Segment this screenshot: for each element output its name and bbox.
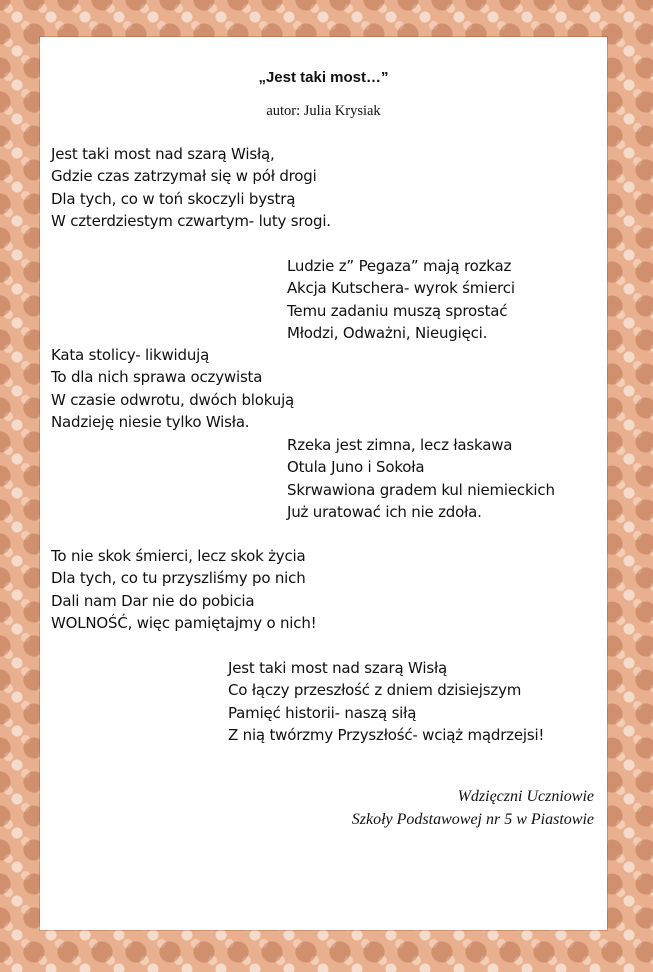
- poem-title: „Jest taki most…”: [258, 69, 389, 86]
- stanza-6: [228, 657, 544, 747]
- signature-line-2: Szkoły Podstawowej nr 5 w Piastowie: [351, 811, 594, 828]
- poem-line: Pamięć historii- naszą siłą: [228, 703, 417, 722]
- poem-line: To dla nich sprawa oczywista: [51, 368, 263, 387]
- signature-line-1: Wdzięczni Uczniowie: [457, 788, 594, 805]
- poem-line: W czasie odwrotu, dwóch blokują: [51, 390, 295, 409]
- poem-page: [40, 37, 607, 930]
- poem-line: Jest taki most nad szarą Wisłą,: [51, 145, 275, 163]
- stanza-1: [51, 143, 331, 233]
- poem-line: WOLNOŚĆ, więc pamiętajmy o nich!: [51, 614, 317, 633]
- poem-line: Dla tych, co tu przyszliśmy po nich: [51, 569, 306, 588]
- poem-line: Skrwawiona gradem kul niemieckich: [287, 480, 555, 499]
- poem-line: Dali nam Dar nie do pobicia: [51, 591, 255, 610]
- stanza-5: [51, 545, 316, 635]
- poem-line: Temu zadaniu muszą sprostać: [287, 301, 508, 320]
- poem-line: Otula Juno i Sokoła: [287, 458, 425, 477]
- signature: [352, 785, 594, 831]
- poem-line: Już uratować ich nie zdoła.: [287, 503, 482, 522]
- poem-line: To nie skok śmierci, lecz skok życia: [51, 547, 306, 565]
- stanza-2: [287, 255, 515, 345]
- poem-line: Z nią twórzmy Przyszłość- wciąż mądrzejsi!: [228, 726, 545, 745]
- stanza-3: [51, 344, 294, 434]
- poem-line: Kata stolicy- likwidują: [51, 346, 210, 364]
- poem-line: Akcja Kutschera- wyrok śmierci: [287, 279, 515, 298]
- poem-line: W czterdziestym czwartym- luty srogi.: [51, 212, 331, 231]
- poem-line: Jest taki most nad szarą Wisłą: [228, 659, 448, 677]
- poem-line: Co łączy przeszłość z dniem dzisiejszym: [228, 681, 522, 700]
- poem-line: Gdzie czas zatrzymał się w pół drogi: [51, 167, 317, 186]
- poem-line: Nadzieję niesie tylko Wisła.: [51, 413, 250, 432]
- poem-line: Młodzi, Odważni, Nieugięci.: [287, 324, 488, 343]
- poem-line: Ludzie z” Pegaza” mają rozkaz: [287, 257, 512, 275]
- stanza-4: [287, 434, 555, 524]
- poem-author: autor: Julia Krysiak: [266, 103, 381, 119]
- poem-line: Rzeka jest zimna, lecz łaskawa: [287, 436, 513, 454]
- poem-line: Dla tych, co w toń skoczyli bystrą: [51, 189, 296, 208]
